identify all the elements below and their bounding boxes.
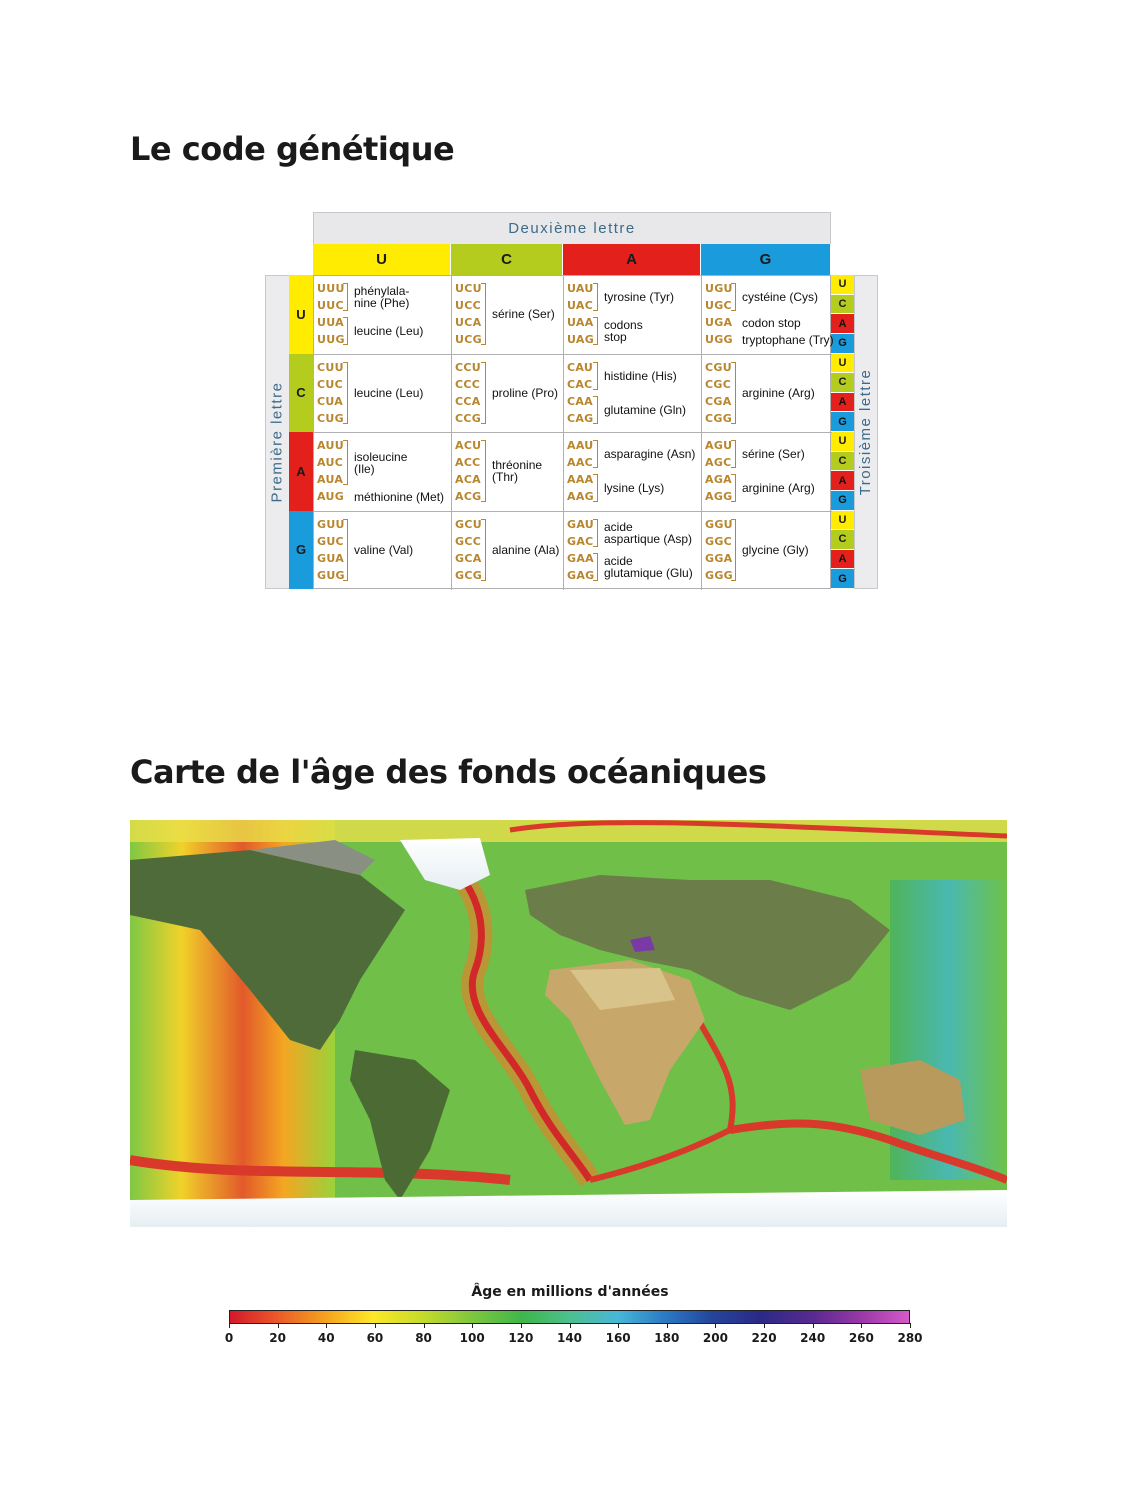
codon: GCC	[455, 534, 482, 548]
amino-acid-label	[742, 334, 834, 346]
amino-acid-label-line: codon stop	[742, 315, 801, 330]
amino-acid-label	[604, 370, 677, 382]
codon: UAG	[567, 333, 595, 346]
amino-acid-label	[604, 482, 664, 494]
amino-acid-label-line: nine (Phe)	[354, 296, 410, 310]
third-letter-label-text: Troisième lettre	[857, 368, 874, 496]
section-title-ocean-map: Carte de l'âge des fonds océaniques	[130, 753, 767, 791]
codon-bracket	[593, 519, 598, 547]
codon: CUU	[317, 360, 344, 374]
amino-acid-label	[604, 319, 643, 343]
third-letter-a: A	[831, 393, 854, 413]
amino-acid-label	[354, 285, 409, 309]
codon: AUG	[317, 490, 345, 503]
amino-acid-label	[742, 387, 815, 399]
first-letter-a: A	[289, 432, 313, 511]
third-letter-label	[856, 368, 876, 496]
codon: UUC	[317, 299, 344, 312]
second-letter-g: G	[701, 244, 831, 275]
codon: AGA	[705, 473, 732, 486]
codon-cell	[702, 276, 832, 355]
codon: UAU	[567, 282, 594, 295]
codon-bracket	[593, 474, 598, 502]
codon: UGG	[705, 333, 733, 346]
codon: UCG	[455, 333, 482, 346]
first-letter-label-text: Première lettre	[268, 381, 286, 503]
codon: CCG	[455, 411, 482, 425]
codon: GAU	[567, 517, 595, 531]
codon: GGC	[705, 534, 733, 548]
amino-acid-label-line: stop	[604, 330, 627, 344]
codon: AUA	[317, 473, 344, 486]
legend-tick-mark	[667, 1323, 668, 1328]
third-letter-g: G	[831, 412, 854, 432]
codon: GGU	[705, 517, 733, 531]
codon-cell	[314, 355, 452, 434]
legend-tick-mark	[521, 1323, 522, 1328]
codon-grid	[313, 275, 834, 589]
codon: UGA	[705, 316, 733, 329]
legend-tick-mark	[715, 1323, 716, 1328]
third-letter-g: G	[831, 569, 854, 589]
amino-acid-label	[604, 291, 674, 303]
codon: UAA	[567, 316, 594, 329]
amino-acid-label-line: méthionine (Met)	[354, 489, 445, 504]
codon: AUC	[317, 456, 344, 469]
codon-bracket	[731, 519, 736, 581]
codon: CGG	[705, 411, 733, 425]
codon: CAG	[567, 411, 594, 425]
codon-bracket	[593, 440, 598, 468]
codon: ACC	[455, 456, 481, 469]
legend-tick-label: 40	[317, 1331, 335, 1345]
amino-acid-label	[354, 491, 444, 503]
legend-tick-mark	[472, 1323, 473, 1328]
codon: GCU	[455, 517, 482, 531]
codon: AAC	[567, 456, 593, 469]
first-letter-g: G	[289, 511, 313, 590]
codon: GAC	[567, 534, 594, 548]
first-letter-c: C	[289, 354, 313, 433]
codon: UGU	[705, 282, 733, 295]
legend-tick-label: 180	[654, 1331, 680, 1345]
legend-tick-mark	[278, 1323, 279, 1328]
amino-acid-label	[742, 317, 801, 329]
amino-acid-label-line: arginine (Arg)	[742, 385, 815, 400]
amino-acid-label	[604, 404, 686, 416]
codon-bracket	[343, 317, 348, 345]
codon-bracket	[593, 362, 598, 390]
third-letter-a: A	[831, 314, 854, 334]
legend-color-scale	[229, 1310, 910, 1324]
codon: CCU	[455, 360, 481, 374]
legend-title: Âge en millions d'années	[471, 1284, 669, 1300]
amino-acid-label-line: leucine (Leu)	[354, 385, 424, 400]
codon: GUG	[317, 568, 345, 582]
amino-acid-label-line: valine (Val)	[354, 542, 414, 557]
codon-bracket	[481, 283, 486, 345]
third-letter-u: U	[831, 432, 854, 452]
second-letter-c: C	[451, 244, 563, 275]
codon-bracket	[731, 440, 736, 468]
codon-cell	[314, 512, 452, 591]
amino-acid-label	[742, 448, 805, 460]
codon: AGG	[705, 490, 733, 503]
legend-tick-mark	[424, 1323, 425, 1328]
amino-acid-label-line: acide	[604, 519, 633, 534]
codon: GUC	[317, 534, 344, 548]
west-pacific-ocean	[890, 880, 1007, 1180]
codon: UCC	[455, 299, 481, 312]
codon-cell	[564, 276, 702, 355]
codon-cell	[702, 512, 832, 591]
codon-bracket	[593, 283, 598, 311]
codon-cell	[564, 433, 702, 512]
codon: ACA	[455, 473, 481, 486]
codon: UCA	[455, 316, 482, 329]
legend-tick-label: 120	[508, 1331, 534, 1345]
legend-tick-label: 200	[702, 1331, 728, 1345]
third-letter-g: G	[831, 491, 854, 511]
amino-acid-label-line: phénylala-	[354, 284, 410, 298]
legend-tick-label: 240	[800, 1331, 826, 1345]
third-letter-c: C	[831, 373, 854, 393]
codon-cell	[702, 355, 832, 434]
legend-tick-mark	[764, 1323, 765, 1328]
legend-tick-mark	[861, 1323, 862, 1328]
amino-acid-label	[492, 544, 559, 556]
second-letter-u: U	[313, 244, 451, 275]
legend-tick-mark	[570, 1323, 571, 1328]
third-letter-u: U	[831, 354, 854, 374]
amino-acid-label-line: cystéine (Cys)	[742, 290, 819, 304]
codon-bracket	[481, 440, 486, 502]
amino-acid-label-line: (Ile)	[354, 461, 375, 476]
codon-cell	[314, 276, 452, 355]
codon-cell	[452, 433, 564, 512]
codon: CAU	[567, 360, 594, 374]
amino-acid-label-line: glutamique (Glu)	[604, 565, 693, 580]
codon-bracket	[343, 362, 348, 424]
section-title-genetic-code: Le code génétique	[130, 130, 455, 168]
amino-acid-label-line: arginine (Arg)	[742, 481, 815, 495]
codon: UCU	[455, 282, 482, 295]
codon: GUU	[317, 517, 345, 531]
amino-acid-label-line: (Thr)	[492, 470, 518, 484]
third-letter-a: A	[831, 471, 854, 491]
amino-acid-label-line: glycine (Gly)	[742, 542, 809, 557]
codon: GCG	[455, 568, 483, 582]
codon: AAA	[567, 473, 594, 486]
legend-tick-label: 160	[605, 1331, 631, 1345]
codon-bracket	[593, 396, 598, 424]
legend-tick-mark	[229, 1323, 230, 1328]
third-letter-a: A	[831, 550, 854, 570]
amino-acid-label	[354, 544, 413, 556]
codon-cell	[564, 355, 702, 434]
codon: CUC	[317, 377, 343, 391]
codon: UUU	[317, 282, 345, 295]
amino-acid-label-line: histidine (His)	[604, 368, 677, 383]
codon-bracket	[481, 519, 486, 581]
codon-bracket	[593, 317, 598, 345]
amino-acid-label	[742, 291, 818, 303]
codon: AGC	[705, 456, 732, 469]
codon: GUA	[317, 551, 345, 565]
codon: GGG	[705, 568, 733, 582]
codon: UGC	[705, 299, 732, 312]
amino-acid-label	[354, 325, 423, 337]
legend-tick-mark	[813, 1323, 814, 1328]
amino-acid-label	[742, 482, 815, 494]
codon-bracket	[731, 283, 736, 311]
amino-acid-label-line: tyrosine (Tyr)	[604, 290, 675, 304]
amino-acid-label-line: leucine (Leu)	[354, 324, 424, 338]
amino-acid-label-line: isoleucine	[354, 449, 408, 464]
legend-tick-label: 140	[556, 1331, 583, 1345]
codon-cell	[702, 433, 832, 512]
amino-acid-label	[492, 459, 542, 483]
codon: AAG	[567, 490, 594, 503]
second-letter-header: Deuxième lettre	[313, 212, 831, 244]
amino-acid-label-line: codons	[604, 318, 643, 332]
amino-acid-label	[742, 544, 809, 556]
codon: GGA	[705, 551, 733, 565]
legend-tick-mark	[326, 1323, 327, 1328]
first-letter-u: U	[289, 275, 313, 354]
codon-cell	[452, 355, 564, 434]
third-letter-g: G	[831, 334, 854, 354]
codon-cell	[314, 433, 452, 512]
codon-bracket	[593, 553, 598, 581]
legend-tick-label: 260	[848, 1331, 874, 1345]
third-letter-u: U	[831, 275, 854, 295]
legend-tick-label: 220	[751, 1331, 777, 1345]
third-letter-c: C	[831, 295, 854, 315]
amino-acid-label	[492, 387, 558, 399]
codon: CGC	[705, 377, 732, 391]
amino-acid-label-line: asparagine (Asn)	[604, 447, 696, 461]
legend-tick-label: 280	[897, 1331, 923, 1345]
first-letter-label	[268, 381, 288, 503]
amino-acid-label-line: lysine (Lys)	[604, 481, 665, 495]
codon: GAA	[567, 551, 594, 565]
codon-cell	[564, 512, 702, 591]
codon: CUG	[317, 411, 344, 425]
legend-tick-label: 0	[224, 1331, 234, 1345]
legend-tick-label: 20	[269, 1331, 286, 1345]
codon: CAC	[567, 377, 593, 391]
legend-tick-label: 80	[415, 1331, 432, 1345]
codon: CUA	[317, 394, 344, 408]
third-letter-u: U	[831, 511, 854, 531]
codon: AAU	[567, 439, 594, 452]
amino-acid-label-line: tryptophane (Try)	[742, 332, 834, 347]
codon-bracket	[731, 474, 736, 502]
codon: AUU	[317, 439, 344, 452]
codon: CAA	[567, 394, 593, 408]
codon-bracket	[481, 362, 486, 424]
amino-acid-label-line: aspartique (Asp)	[604, 531, 693, 546]
amino-acid-label	[492, 308, 555, 320]
second-letter-a: A	[563, 244, 701, 275]
codon-cell	[452, 276, 564, 355]
codon: UUA	[317, 316, 344, 329]
ocean-floor-age-map	[130, 820, 1007, 1227]
codon-bracket	[343, 519, 348, 581]
codon: CCC	[455, 377, 481, 391]
codon: UUG	[317, 333, 345, 346]
legend-tick-label: 60	[366, 1331, 384, 1345]
codon: UAC	[567, 299, 594, 312]
amino-acid-label	[604, 448, 695, 460]
codon: GAG	[567, 568, 595, 582]
codon-bracket	[343, 440, 348, 485]
amino-acid-label-line: acide	[604, 553, 633, 568]
codon: CGU	[705, 360, 732, 374]
amino-acid-label-line: thréonine	[492, 458, 543, 472]
legend-tick-label: 100	[459, 1331, 485, 1345]
codon-bracket	[731, 362, 736, 424]
codon: AGU	[705, 439, 733, 452]
codon: ACG	[455, 490, 482, 503]
amino-acid-label-line: sérine (Ser)	[742, 447, 805, 461]
amino-acid-label	[604, 521, 692, 545]
codon-cell	[452, 512, 564, 591]
amino-acid-label-line: alanine (Ala)	[492, 542, 560, 557]
legend-tick-mark	[618, 1323, 619, 1328]
codon: CCA	[455, 394, 481, 408]
amino-acid-label	[604, 555, 693, 579]
legend-tick-mark	[910, 1323, 911, 1328]
amino-acid-label-line: glutamine (Gln)	[604, 402, 687, 417]
amino-acid-label-line: sérine (Ser)	[492, 307, 555, 321]
third-letter-c: C	[831, 452, 854, 472]
third-letter-c: C	[831, 530, 854, 550]
codon: GCA	[455, 551, 482, 565]
codon-bracket	[343, 283, 348, 311]
amino-acid-label-line: proline (Pro)	[492, 385, 559, 400]
amino-acid-label	[354, 387, 423, 399]
legend-tick-mark	[375, 1323, 376, 1328]
codon: ACU	[455, 439, 482, 452]
amino-acid-label	[354, 451, 407, 475]
codon: CGA	[705, 394, 732, 408]
